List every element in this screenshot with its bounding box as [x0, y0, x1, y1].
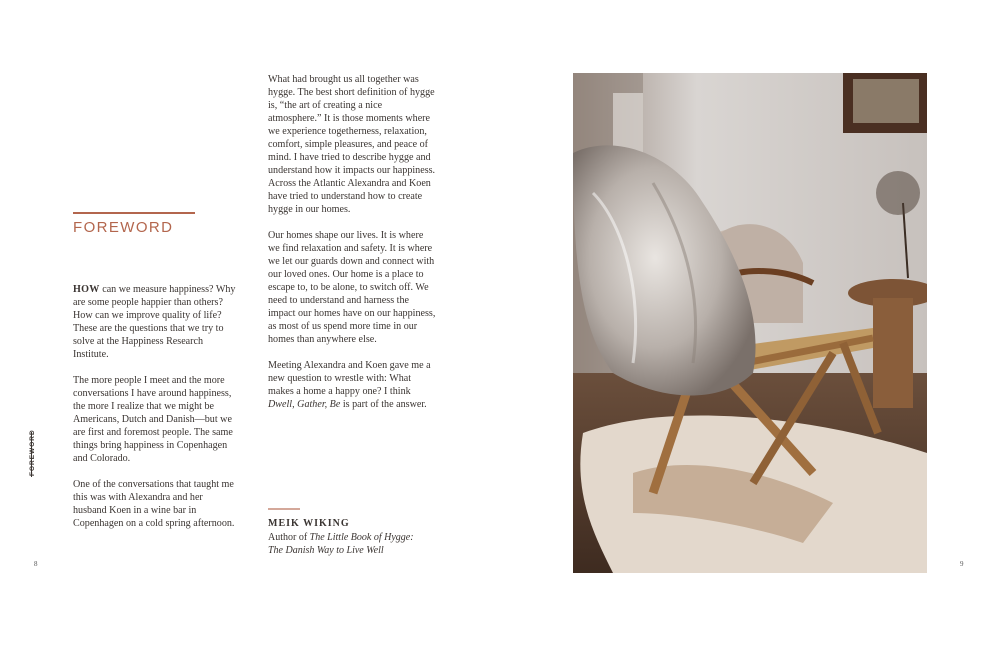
left-paragraph-1-text: can we measure happiness? Why are some people happier than others? How can we improve quality of life? These are the questions that we try to solve at the Happiness Research Institute.	[73, 284, 236, 360]
left-column	[73, 283, 238, 543]
lead-word: HOW	[73, 284, 100, 295]
left-paragraph-2: The more people I meet and the more conversations I have around happiness, the more I realize that we might be Americans, Dutch and Danish—but we are first and foremost people. The same things bring happiness in Copenhagen and Colorado.	[73, 375, 233, 464]
middle-paragraph-3	[268, 359, 436, 411]
signature-author-prefix: Author of	[268, 532, 310, 543]
middle-paragraph-3-start: Meeting Alexandra and Koen gave me a new question to wrestle with: What makes a home a happy one? I think	[268, 360, 431, 397]
side-label: FOREWORD	[29, 429, 36, 476]
middle-paragraph-1: What had brought us all together was hygge. The best short definition of hygge is, “the art of creating a nice atmosphere.” It is those moments where we experience togetherness, relaxation, comfort, simple pleasures, and peace of mind. I have tried to describe hygge and understand how it impacts our happiness. Across the Atlantic Alexandra and Koen have tried to understand how to create hygge in our homes.	[268, 74, 436, 215]
middle-column	[268, 73, 436, 424]
left-paragraph-1	[73, 283, 238, 361]
middle-paragraph-3-end: is part of the answer.	[340, 399, 427, 410]
signature-rule	[268, 508, 300, 510]
chair-photo	[573, 73, 927, 573]
left-paragraph-3: One of the conversations that taught me this was with Alexandra and her husband Koen in a wine bar in Copenhagen on a cold spring afternoon.	[73, 479, 235, 529]
title-rule	[73, 212, 195, 214]
signature-book-line-2: The Danish Way to Live Well	[268, 545, 384, 556]
chair-photo-illustration	[573, 73, 927, 573]
book-title-italic: Dwell, Gather, Be	[268, 399, 341, 410]
middle-paragraph-2: Our homes shape our lives. It is where we find relaxation and safety. It is where we let our guards down and connect with our loved ones. Our home is a place to escape to, to be alone, to switch off. We need to understand and harness the impact our homes have on our happiness, as most of us spend more time in our homes than anywhere else.	[268, 230, 436, 345]
page-number-left: 8	[34, 560, 38, 568]
signature-line-1	[268, 531, 414, 544]
signature-name: MEIK WIKING	[268, 518, 350, 529]
section-title: FOREWORD	[73, 219, 174, 236]
signature-book-line-1: The Little Book of Hygge:	[309, 532, 414, 543]
page-number-right: 9	[960, 560, 964, 568]
